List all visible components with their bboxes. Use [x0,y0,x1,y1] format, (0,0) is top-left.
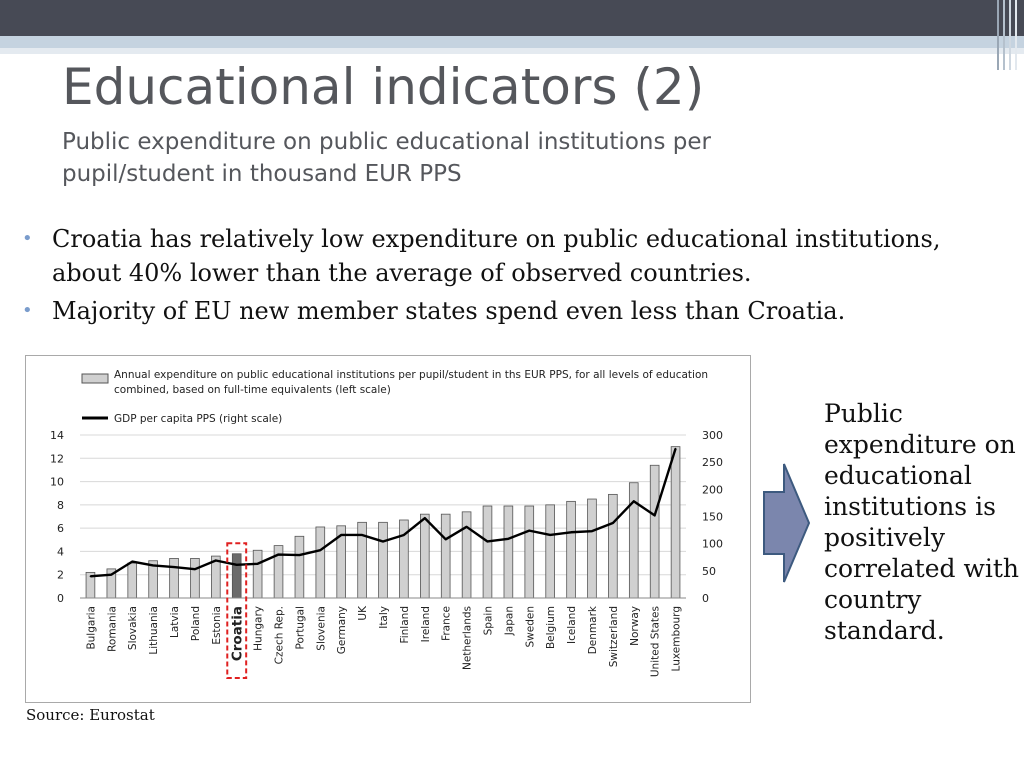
category-label: Portugal [294,606,307,650]
gdp-point [131,561,133,563]
y-left-tick-label: 10 [50,475,64,489]
bullet-item [20,222,1010,290]
bullet-dot-icon: • [22,228,33,249]
slide-subtitle: Public expenditure on public educational institutions per pupil/student in thousand EUR PPS [62,129,711,187]
source-note: Source: Eurostat [26,706,155,724]
bar-italy [379,522,388,598]
y-left-tick-label: 12 [50,452,64,466]
expenditure-chart [26,356,750,702]
gdp-point [299,554,301,556]
category-label: Slovenia [315,606,328,651]
category-label: Poland [189,606,202,642]
gdp-point [257,563,259,565]
gdp-point [173,566,175,568]
gdp-point [361,534,363,536]
top-bar [0,0,1024,36]
bar-poland [191,558,200,598]
bar-spain [483,506,492,598]
bar-hungary [253,550,262,598]
gdp-point [424,517,426,519]
gdp-point [382,541,384,543]
bar-denmark [588,499,597,598]
y-left-tick-label: 0 [57,592,64,605]
category-label: France [440,606,453,641]
bar-united-states [650,465,659,598]
gdp-point [570,531,572,533]
category-label: Czech Rep. [273,606,286,665]
gdp-point [487,541,489,543]
bar-ireland [420,514,429,598]
right-arrow-icon [762,462,812,584]
bar-sweden [525,506,534,598]
gdp-point [466,526,468,528]
category-label: Finland [398,606,411,644]
category-label: Lithuania [148,606,161,655]
gdp-point [549,534,551,536]
gdp-point [152,565,154,567]
category-label: Latvia [169,606,182,638]
bar-latvia [170,558,179,598]
y-left-tick-label: 8 [57,498,64,512]
category-label: Switzerland [607,606,620,668]
bar-luxembourg [671,447,680,598]
gdp-point [633,500,635,502]
bar-belgium [546,505,555,598]
y-left-tick-label: 14 [50,429,64,442]
bar-portugal [295,536,304,598]
legend-bar-label: Annual expenditure on public educational institutions per pupil/student in ths EUR PPS, for all levels of education combined, based on full-time equivalents (left scale) [114,369,709,396]
gdp-point [278,554,280,556]
top-accent-band-light [0,48,1024,54]
category-label: Estonia [210,606,223,645]
category-label: United States [649,606,662,678]
category-label: Hungary [252,606,265,651]
y-right-tick-label: 50 [702,564,716,578]
category-label: Bulgaria [85,606,98,650]
legend-bar-swatch [82,374,108,383]
bar-switzerland [608,494,617,598]
bar-uk [358,522,367,598]
category-label: Spain [482,606,495,636]
bullet-text: Croatia has relatively low expenditure on public educational institutions, about 40% lower than the average of observed countries. [52,225,941,287]
chart-frame [25,355,751,703]
bar-slovakia [128,563,137,598]
y-right-tick-label: 150 [702,510,723,524]
y-right-tick-label: 300 [702,429,723,442]
gdp-point [236,564,238,566]
bar-netherlands [462,512,471,598]
gdp-point [194,568,196,570]
y-right-tick-label: 0 [702,592,709,605]
bar-norway [629,483,638,598]
category-label: Luxembourg [670,606,683,672]
edge-decoration [994,0,1024,70]
y-right-tick-label: 250 [702,456,723,470]
gdp-point [508,538,510,540]
chart-bars [86,447,680,598]
gdp-point [675,448,677,450]
gdp-point [445,539,447,541]
y-right-tick-label: 100 [702,537,723,551]
y-right-tick-label: 200 [702,483,723,497]
gdp-point [340,534,342,536]
gdp-point [654,515,656,517]
gdp-point [111,574,113,576]
category-label: Sweden [524,606,537,648]
gdp-point [403,534,405,536]
y-left-tick-label: 6 [57,522,64,536]
category-label: Ireland [419,606,432,643]
category-label: Slovakia [127,606,140,651]
bullet-list [20,222,1010,332]
category-label: Italy [378,606,390,629]
y-left-tick-label: 2 [57,568,64,582]
category-label: Iceland [566,606,579,645]
gdp-point [320,549,322,551]
gdp-point [591,530,593,532]
bar-croatia [232,554,241,598]
bullet-item [20,294,1010,328]
top-accent-band [0,36,1024,48]
slide-title: Educational indicators (2) [62,58,705,116]
bar-slovenia [316,527,325,598]
gdp-point [528,530,530,532]
gdp-point [215,560,217,562]
category-label: Croatia [229,606,246,662]
category-label: UK [357,606,370,621]
bar-japan [504,506,513,598]
category-label: Netherlands [461,606,474,671]
bar-iceland [567,501,576,598]
category-label: Denmark [586,606,599,655]
gdp-point [90,575,92,577]
category-label: Romania [106,606,119,652]
category-label: Belgium [545,606,558,650]
category-label: Norway [628,606,641,646]
gdp-point [612,522,614,524]
category-label: Japan [503,606,516,636]
bullet-dot-icon: • [22,300,33,321]
chart-legend [82,368,724,425]
legend-line-label: GDP per capita PPS (right scale) [114,413,283,425]
bar-france [441,514,450,598]
bullet-text: Majority of EU new member states spend even less than Croatia. [52,297,846,325]
category-label: Germany [336,606,349,655]
y-left-tick-label: 4 [57,545,64,559]
side-note: Public expenditure on educational institutions is positively correlated with country standard. [824,399,1019,645]
